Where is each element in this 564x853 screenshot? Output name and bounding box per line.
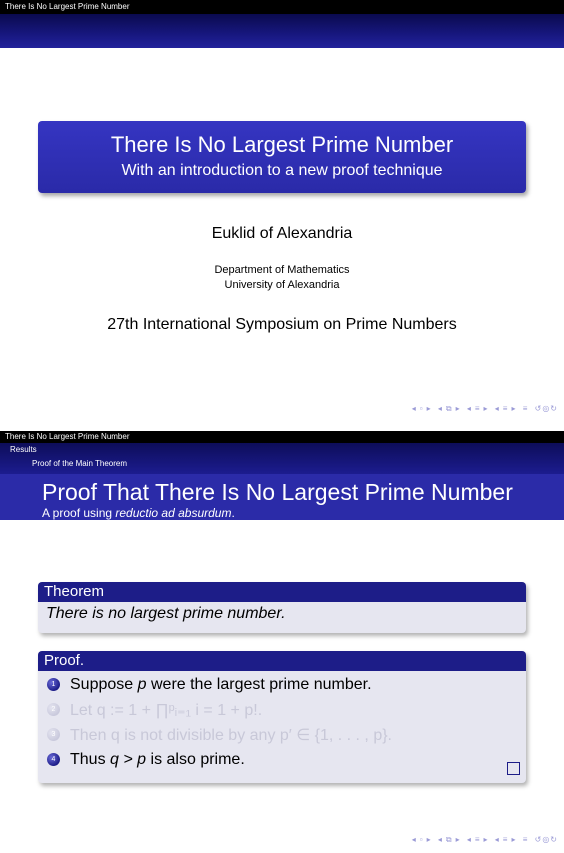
nav-next-slide-icon[interactable]: ▸: [426, 404, 432, 413]
nav-next-subsection-icon[interactable]: ▸: [511, 835, 517, 844]
theorem-block: [38, 582, 526, 633]
date: 27th International Symposium on Prime Numbers: [107, 316, 457, 333]
nav-toc-icon[interactable]: ≡: [522, 404, 529, 413]
title-slide: [0, 0, 564, 422]
frame-title: Proof That There Is No Largest Prime Number: [42, 479, 513, 505]
frame-title-bar: [0, 474, 564, 520]
header-gradient-bar: [0, 14, 564, 48]
frame-subtitle-period: .: [231, 506, 235, 520]
step-variable: q > p: [110, 750, 147, 768]
step-text: were the largest prime number.: [150, 675, 372, 693]
breadcrumb-section[interactable]: Results: [10, 445, 37, 454]
author: Euklid of Alexandria: [211, 225, 353, 242]
nav-frame-icon[interactable]: ⧉: [445, 404, 453, 413]
nav-subsection-icon[interactable]: ≡: [502, 404, 509, 413]
nav-prev-subsection-icon[interactable]: ◂: [494, 835, 500, 844]
enum-number: 4: [47, 753, 60, 766]
institute-line-1: Department of Mathematics: [214, 264, 350, 276]
frame-subtitle-italic: reductio ad absurdum: [115, 506, 232, 520]
proof-step-hidden: [47, 697, 518, 722]
step-variable: p: [137, 675, 147, 693]
qed-symbol-icon: [507, 762, 520, 775]
navigation-symbols: [409, 835, 558, 845]
nav-toc-icon[interactable]: ≡: [522, 835, 529, 844]
nav-prev-slide-icon[interactable]: ◂: [411, 835, 417, 844]
nav-subsection-icon[interactable]: ≡: [502, 835, 509, 844]
nav-search-icon[interactable]: ↺◎↻: [534, 404, 558, 413]
proof-slide: [0, 431, 564, 853]
nav-section-icon[interactable]: ≡: [474, 404, 481, 413]
nav-next-slide-icon[interactable]: ▸: [426, 835, 432, 844]
frame-subtitle: [42, 506, 564, 520]
institute-line-2: University of Alexandria: [224, 279, 340, 291]
step-text: Suppose: [70, 675, 134, 693]
nav-slide-icon[interactable]: ▫: [419, 835, 424, 844]
enum-number: 3: [47, 728, 60, 741]
proof-step-hidden: [47, 722, 518, 747]
theorem-title: Theorem: [38, 582, 526, 602]
frame-subtitle-text: A proof using: [42, 506, 116, 520]
theorem-text: There is no largest prime number.: [46, 605, 286, 622]
proof-step: [47, 747, 518, 772]
nav-prev-frame-icon[interactable]: ◂: [437, 404, 443, 413]
breadcrumb: [0, 443, 564, 474]
headline-bar: There Is No Largest Prime Number: [0, 431, 564, 443]
nav-prev-frame-icon[interactable]: ◂: [437, 835, 443, 844]
proof-step: [47, 672, 518, 697]
navigation-symbols: [409, 404, 558, 414]
step-text: Let q := 1 + ∏ᵖᵢ₌₁ i = 1 + p!.: [70, 701, 263, 719]
nav-prev-subsection-icon[interactable]: ◂: [494, 404, 500, 413]
nav-prev-section-icon[interactable]: ◂: [466, 835, 472, 844]
proof-block: [38, 651, 526, 783]
nav-prev-slide-icon[interactable]: ◂: [411, 404, 417, 413]
nav-section-icon[interactable]: ≡: [474, 835, 481, 844]
enum-number: 1: [47, 678, 60, 691]
title-box: [38, 121, 526, 193]
nav-next-subsection-icon[interactable]: ▸: [511, 404, 517, 413]
nav-next-frame-icon[interactable]: ▸: [455, 404, 461, 413]
nav-search-icon[interactable]: ↺◎↻: [534, 835, 558, 844]
nav-prev-section-icon[interactable]: ◂: [466, 404, 472, 413]
enum-number: 2: [47, 703, 60, 716]
nav-next-section-icon[interactable]: ▸: [483, 404, 489, 413]
nav-next-section-icon[interactable]: ▸: [483, 835, 489, 844]
breadcrumb-subsection[interactable]: Proof of the Main Theorem: [32, 459, 128, 468]
step-text: Then q is not divisible by any p′ ∈ {1, . . . , p}.: [70, 726, 392, 744]
headline-bar: There Is No Largest Prime Number: [0, 0, 564, 14]
presentation-subtitle: With an introduction to a new proof technique: [121, 162, 443, 179]
step-text: Thus: [70, 750, 106, 768]
presentation-title: There Is No Largest Prime Number: [110, 132, 454, 157]
nav-frame-icon[interactable]: ⧉: [445, 835, 453, 844]
nav-slide-icon[interactable]: ▫: [419, 404, 424, 413]
nav-next-frame-icon[interactable]: ▸: [455, 835, 461, 844]
proof-title: Proof.: [38, 651, 526, 671]
step-text: is also prime.: [150, 750, 245, 768]
